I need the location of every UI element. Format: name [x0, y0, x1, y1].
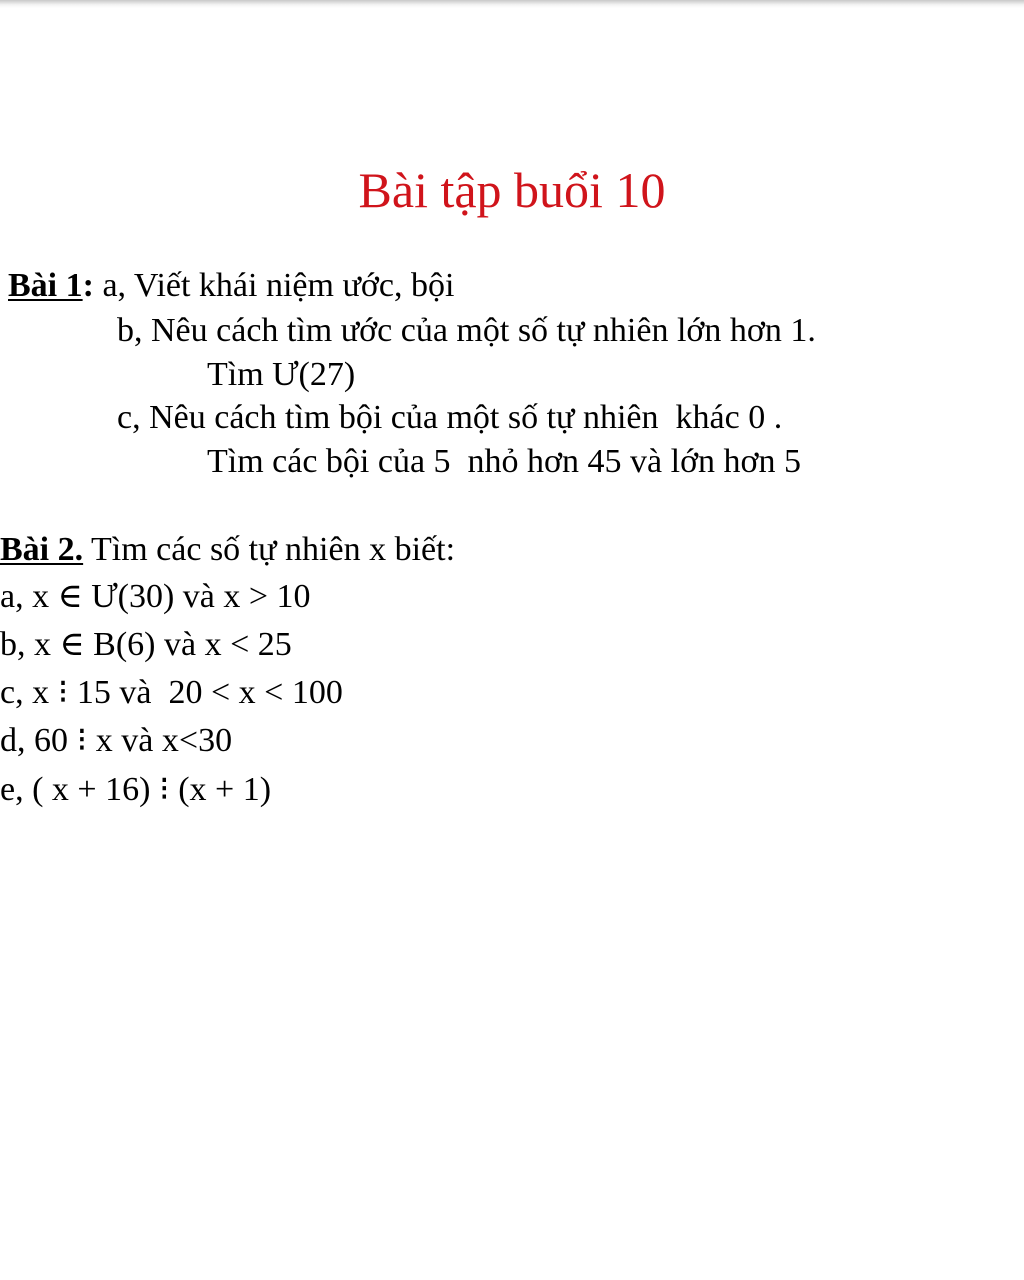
exercise-2-item-b: b, x ∈ B(6) và x < 25 [0, 626, 292, 663]
document-title: Bài tập buổi 10 [358, 162, 666, 218]
exercise-1-line-a [8, 266, 454, 306]
exercise-2-item-d: d, 60 ⁝ x và x<30 [0, 722, 233, 759]
exercise-1-part-a: a, Viết khái niệm ước, bội [93, 267, 455, 304]
exercise-2-item-a: a, x ∈ Ư(30) và x > 10 [0, 578, 311, 615]
exercise-1-part-c: c, Nêu cách tìm bội của một số tự nhiên khác 0 . [117, 399, 783, 436]
exercise-2-intro: Tìm các số tự nhiên x biết: [83, 531, 456, 568]
exercise-2-item-c: c, x ⁝ 15 và 20 < x < 100 [0, 674, 343, 711]
exercise-2-label: Bài 2. [0, 531, 84, 568]
exercise-2-item-e: e, ( x + 16) ⁝ (x + 1) [0, 771, 272, 808]
top-shadow-divider [0, 0, 1024, 8]
exercise-1-part-c-task: Tìm các bội của 5 nhỏ hơn 45 và lớn hơn 5 [207, 443, 802, 480]
exercise-2-heading [0, 530, 455, 570]
exercise-1-part-b: b, Nêu cách tìm ước của một số tự nhiên lớn hơn 1. [117, 312, 816, 349]
exercise-1-colon: : [82, 267, 94, 304]
exercise-1-label: Bài 1 [8, 267, 83, 304]
exercise-1-part-b-task: Tìm Ư(27) [207, 356, 356, 393]
